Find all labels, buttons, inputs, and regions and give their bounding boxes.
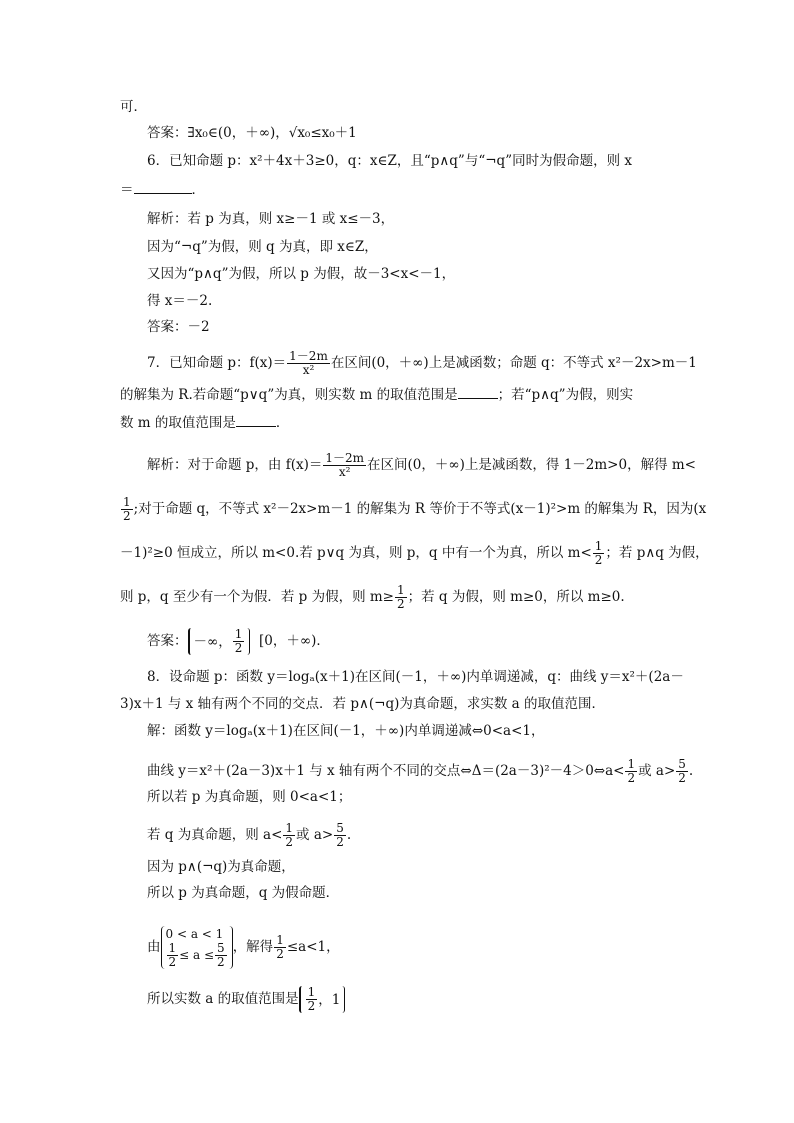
text: ；若“p∧q”为假，则实 [497, 387, 634, 403]
problem-7-line [120, 386, 633, 404]
analysis-line [120, 540, 709, 567]
numerator: 1 [285, 821, 294, 835]
numerator: 1 [627, 757, 636, 771]
fraction-five-halves [334, 822, 346, 849]
answer-line: 答案：－2 [147, 319, 210, 335]
numerator: 1－2m [289, 349, 328, 363]
equals: ＝ [120, 182, 134, 198]
text: ；若 p∧q 为假， [605, 545, 709, 561]
text: 则 p，q 至少有一个为假．若 p 为假，则 m≥ [120, 589, 394, 605]
text: ≤ a ≤ [179, 948, 215, 962]
interval [299, 986, 346, 1013]
analysis-line: 因为“¬q”为假，则 q 为真，即 x∈Z， [147, 239, 378, 255]
text: 数 m 的取值范围是 [120, 415, 236, 431]
fraction-half [283, 822, 295, 849]
text: 答案： [147, 633, 188, 649]
denominator: 2 [217, 955, 225, 969]
fraction [287, 350, 330, 377]
text: 所以实数 a 的取值范围是 [147, 991, 299, 1007]
fraction-half [274, 934, 286, 961]
problem-6-blank-line: ＝ ． [120, 182, 205, 198]
solution-line: 所以若 p 为真命题，则 0<a<1； [147, 789, 352, 805]
fraction-half [121, 496, 133, 523]
system-row [166, 942, 228, 969]
numerator: 5 [678, 757, 686, 771]
fraction-half [593, 540, 605, 567]
numerator: 1 [234, 627, 243, 641]
inequality-system [161, 926, 233, 969]
denominator: 2 [678, 771, 686, 785]
denominator: 2 [123, 509, 131, 523]
text: 7．已知命题 p：f(x)＝ [147, 355, 287, 371]
denominator: 2 [627, 771, 636, 785]
numerator: 1－2m [325, 451, 365, 465]
solution-line: 解：函数 y＝logₐ(x＋1)在区间(－1，＋∞)内单调递减⇔0<a<1， [147, 723, 545, 739]
answer-blank [458, 386, 498, 399]
text: [0，＋∞)． [258, 633, 330, 649]
text: ，1 [318, 991, 341, 1008]
text: －1)²≥0 恒成立，所以 m<0.若 p∨q 为真，则 p，q 中有一个为真，所以 m< [120, 545, 592, 561]
denominator: 2 [234, 641, 243, 655]
fraction-half [167, 942, 179, 969]
fraction-half [233, 628, 245, 655]
numerator: 1 [276, 933, 284, 947]
fraction-half [395, 584, 407, 611]
fraction-five-halves [215, 942, 227, 969]
fraction-half [306, 986, 318, 1013]
fraction [323, 452, 366, 479]
solution-line [147, 986, 345, 1013]
denominator: 2 [336, 835, 344, 849]
analysis-line [120, 584, 625, 611]
text: ;对于命题 q，不等式 x²－2x>m－1 的解集为 R 等价于不等式(x－1)²>m 的解集为 R，因为(x [133, 501, 707, 517]
numerator: 1 [168, 941, 177, 955]
text: －∞， [193, 633, 232, 650]
denominator: 2 [276, 947, 284, 961]
fraction-half [625, 758, 637, 785]
text: ，解得 [232, 939, 274, 955]
answer-line: 答案：∃x₀∈(0，＋∞)，√x₀≤x₀＋1 [147, 125, 357, 141]
numerator: 1 [594, 539, 603, 553]
solution-line: 因为 p∧(¬q)为真命题， [147, 859, 295, 875]
text-line: 可． [120, 99, 147, 115]
problem-8-line: 8．设命题 p：函数 y＝logₐ(x＋1)在区间(－1，＋∞)内单调递减，q：曲线 y＝x²＋(2a－ [147, 669, 684, 685]
text: 在区间(0，＋∞)上是减函数，得 1－2m>0，解得 m< [367, 457, 696, 473]
text: 若 q 为真命题，则 a< [147, 827, 283, 843]
analysis-line: 得 x＝－2. [147, 293, 213, 309]
problem-6: 6．已知命题 p：x²＋4x＋3≥0，q：x∈Z，且“p∧q”与“¬q”同时为假命题，则 x [147, 153, 632, 169]
text: 或 a> [638, 763, 676, 779]
system-row: 0 < a < 1 [165, 927, 224, 941]
denominator: x² [302, 363, 315, 377]
text: . [688, 763, 694, 779]
denominator: 2 [285, 835, 294, 849]
interval [188, 628, 251, 655]
denominator: x² [338, 465, 351, 479]
solution-line [147, 758, 693, 785]
text: . [346, 827, 352, 843]
answer-blank [134, 181, 192, 194]
problem-7-line [120, 414, 289, 432]
analysis-line [120, 496, 706, 523]
text: 在区间(0，＋∞)上是减函数；命题 q：不等式 x²－2x>m－1 [330, 355, 697, 371]
text: 曲线 y＝x²＋(2a－3)x＋1 与 x 轴有两个不同的交点⇔Δ＝(2a－3)²－4＞0⇔a< [147, 763, 625, 779]
analysis-line [147, 452, 696, 479]
analysis-line: 又因为“p∧q”为假，所以 p 为假，故－3<x<－1， [147, 266, 456, 282]
analysis-line: 解析：若 p 为真，则 x≥－1 或 x≤－3， [147, 211, 395, 227]
problem-7-line [147, 350, 697, 377]
text: 解析：对于命题 p，由 f(x)＝ [147, 457, 323, 473]
text: ≤a<1， [286, 939, 340, 955]
text: 的解集为 R.若命题“p∨q”为真，则实数 m 的取值范围是 [120, 387, 458, 403]
problem-8-line: 3)x＋1 与 x 轴有两个不同的交点．若 p∧(¬q)为真命题，求实数 a 的取值范围． [120, 696, 605, 712]
text: ；若 q 为假，则 m≥0，所以 m≥0. [407, 589, 625, 605]
numerator: 1 [307, 985, 316, 999]
denominator: 2 [397, 597, 405, 611]
solution-line: 所以 p 为真命题，q 为假命题． [147, 885, 340, 901]
numerator: 5 [336, 821, 344, 835]
numerator: 1 [123, 495, 131, 509]
numerator: 1 [397, 583, 405, 597]
solution-line [147, 822, 351, 849]
denominator: 2 [168, 955, 177, 969]
denominator: 2 [594, 553, 603, 567]
solution-line [147, 926, 340, 969]
text: 或 a> [296, 827, 334, 843]
numerator: 5 [217, 941, 225, 955]
denominator: 2 [307, 999, 316, 1013]
answer-blank [236, 414, 276, 427]
answer-line [147, 628, 330, 655]
text: ． [275, 415, 290, 431]
fraction-five-halves [676, 758, 688, 785]
text: 由 [147, 939, 161, 955]
